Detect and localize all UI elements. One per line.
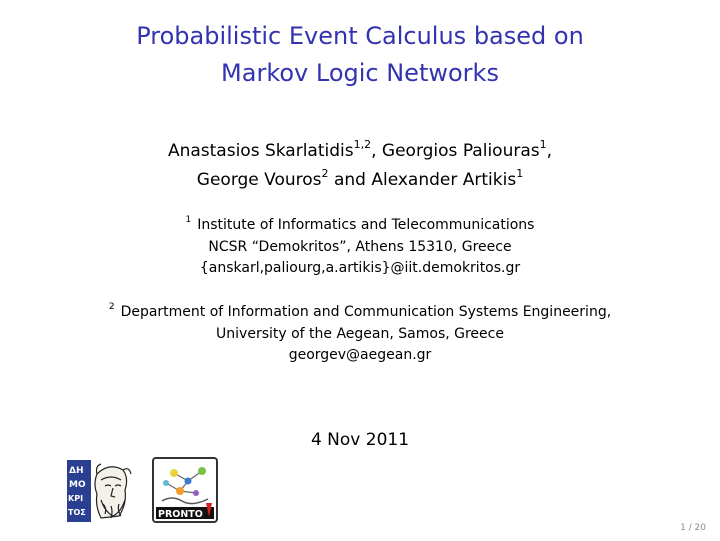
- philosopher-head-drawing: [95, 464, 131, 518]
- author-affiliation-marker: 1: [516, 167, 524, 181]
- author-line-1: [0, 137, 720, 166]
- pronto-logo: [152, 457, 218, 523]
- affiliation-2-line-2: University of the Aegean, Samos, Greece: [216, 325, 504, 342]
- affiliation-1-emails: {anskarl,paliourg,a.artikis}@iit.demokritos.gr: [199, 260, 521, 276]
- affiliation-1-line-1: [0, 215, 720, 237]
- author-affiliation-marker: 1,2: [353, 138, 372, 152]
- affiliation-1-line-2: NCSR “Demokritos”, Athens 15310, Greece: [208, 238, 512, 255]
- affiliation-marker: 1: [185, 215, 192, 226]
- demokritos-logo: [67, 460, 135, 522]
- author-separator: ,: [371, 141, 382, 161]
- author-name: Alexander Artikis: [371, 170, 517, 190]
- author-conjunction: and: [328, 170, 372, 190]
- page-number: 1 / 20: [680, 523, 706, 533]
- logo-letters: ΜΟ: [69, 480, 86, 490]
- author-name: George Vouros: [196, 170, 322, 190]
- affiliation-2: [0, 302, 720, 367]
- logo-letters: ΚΡΙ: [68, 494, 84, 503]
- affiliation-2-email: georgev@aegean.gr: [288, 347, 432, 363]
- affiliation-2-line-1: [0, 302, 720, 324]
- author-line-2: [0, 166, 720, 195]
- affiliation-institute: Institute of Informatics and Telecommunications: [197, 217, 535, 233]
- title-line-2: Markov Logic Networks: [221, 59, 499, 87]
- slide-title: [0, 18, 720, 92]
- author-name: Georgios Paliouras: [381, 141, 540, 161]
- author-name: Anastasios Skarlatidis: [167, 141, 354, 161]
- author-separator: ,: [546, 141, 553, 161]
- affiliation-marker: 2: [108, 302, 115, 313]
- title-line-1: Probabilistic Event Calculus based on: [136, 22, 584, 50]
- author-list: [0, 137, 720, 195]
- logo-letters: ΤΟΣ: [68, 508, 86, 517]
- affiliation-department: Department of Information and Communication Systems Engineering,: [120, 304, 612, 320]
- presentation-date: 4 Nov 2011: [310, 430, 410, 450]
- logo-letters: ΔΗ: [69, 466, 84, 476]
- author-affiliation-marker: 1: [539, 138, 547, 152]
- pronto-logo-text: PRONTO: [158, 509, 203, 520]
- author-affiliation-marker: 2: [321, 167, 329, 181]
- affiliation-1: [0, 215, 720, 280]
